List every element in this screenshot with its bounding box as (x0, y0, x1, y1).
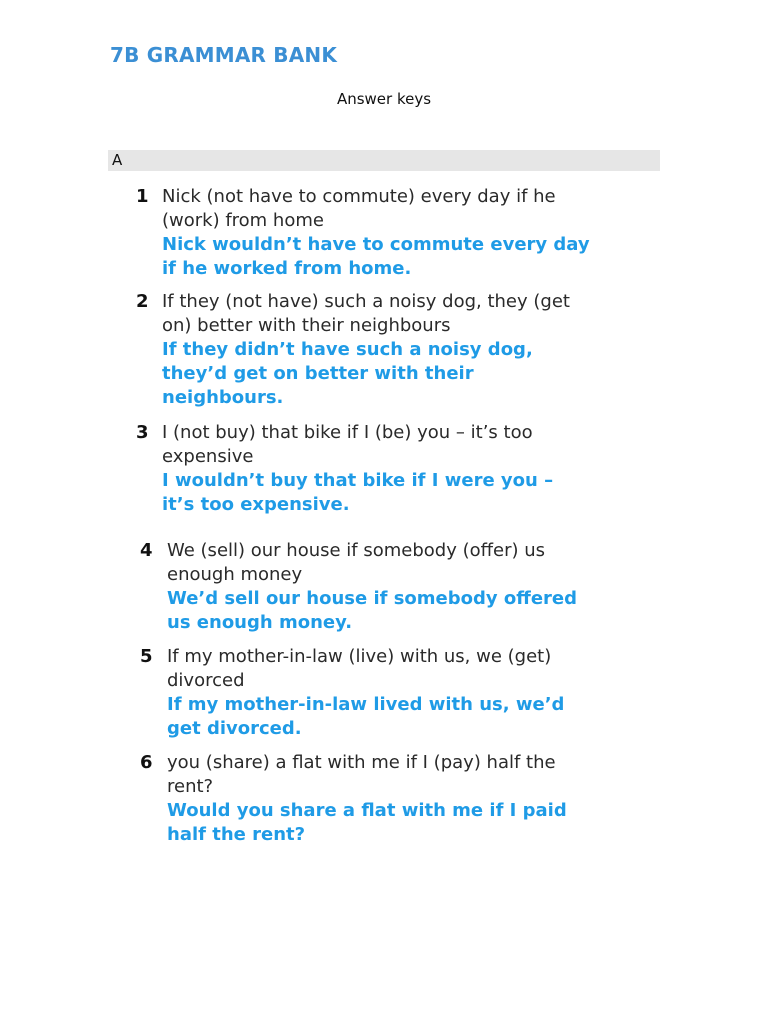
item-number: 2 (136, 291, 149, 312)
item-number: 5 (140, 646, 153, 667)
item-number: 4 (140, 540, 153, 561)
item-answer: Would you share a flat with me if I paid half the rent? (167, 800, 567, 845)
item-number: 6 (140, 752, 153, 773)
item-question: If my mother-in-law (live) with us, we (get) divorced (167, 646, 552, 691)
item-answer: We’d sell our house if somebody offered us enough money. (167, 588, 578, 633)
section-letter: A (112, 151, 123, 169)
item-answer: If they didn’t have such a noisy dog, they’d get on better with their neighbours. (162, 339, 533, 408)
item-answer: If my mother-in-law lived with us, we’d get divorced. (167, 694, 565, 739)
item-answer: I wouldn’t buy that bike if I were you – it’s too expensive. (162, 470, 554, 515)
item-number: 1 (136, 186, 149, 207)
item-question: If they (not have) such a noisy dog, they (get on) better with their neighbours (162, 291, 570, 336)
item-number: 3 (136, 422, 149, 443)
item-answer: Nick wouldn’t have to commute every day if he worked from home. (162, 234, 590, 279)
page-subtitle: Answer keys (336, 90, 432, 108)
section-header (108, 150, 660, 171)
item-question: I (not buy) that bike if I (be) you – it’s too expensive (162, 422, 533, 467)
item-question: We (sell) our house if somebody (offer) us enough money (167, 540, 546, 585)
page-title: 7B GRAMMAR BANK (110, 43, 338, 67)
item-question: you (share) a flat with me if I (pay) half the rent? (167, 752, 556, 797)
item-question: Nick (not have to commute) every day if he (work) from home (162, 186, 556, 231)
